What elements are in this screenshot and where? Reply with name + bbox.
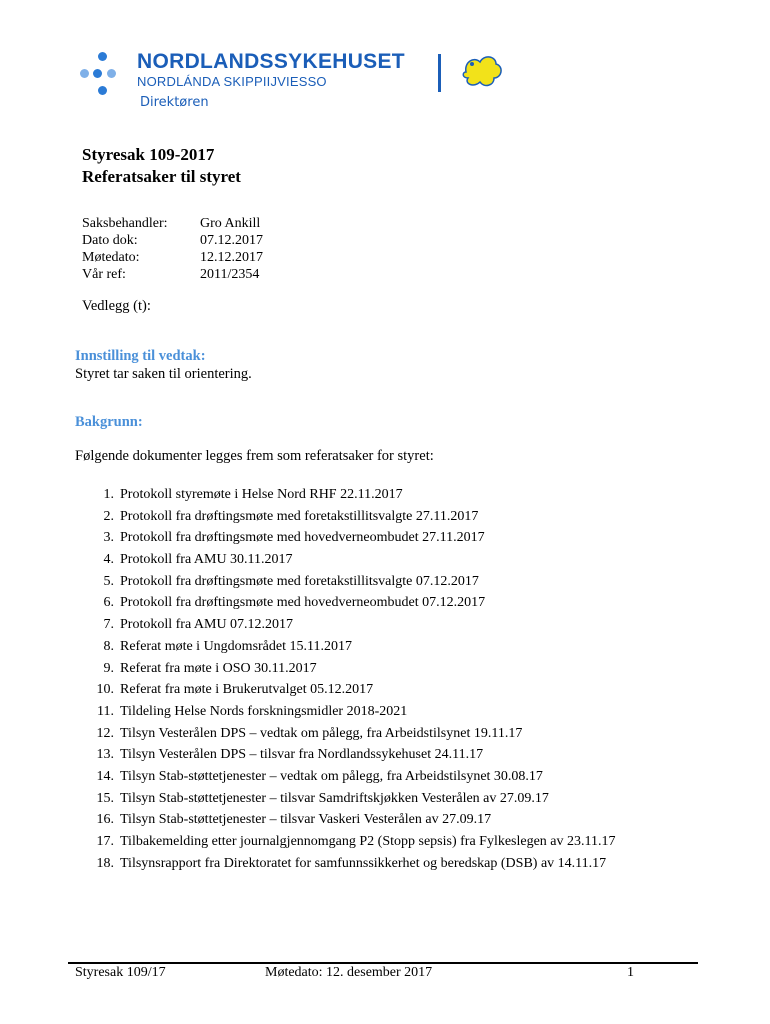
list-item: 15. Tilsyn Stab-støttetjenester – tilsvar Samdriftskjøkken Vesterålen av 27.09.17 — [96, 790, 549, 806]
innstilling-heading: Innstilling til vedtak: — [75, 348, 206, 364]
meta-value-dato-dok: 07.12.2017 — [200, 233, 263, 248]
bakgrunn-intro: Følgende dokumenter legges frem som referatsaker for styret: — [75, 448, 434, 464]
list-item: 5. Protokoll fra drøftingsmøte med foretakstillitsvalgte 07.12.2017 — [103, 573, 479, 589]
list-item: 17. Tilbakemelding etter journalgjennomgang P2 (Stopp sepsis) fra Fylkeslegen av 23.11.17 — [96, 834, 616, 849]
vedlegg-label: Vedlegg (t): — [82, 298, 151, 314]
meta-value-motedato: 12.12.2017 — [200, 250, 263, 265]
list-item: 13. Tilsyn Vesterålen DPS – tilsvar fra Nordlandssykehuset 24.11.17 — [96, 747, 484, 763]
logo-divider — [438, 54, 441, 92]
footer-page-number: 1 — [627, 965, 634, 980]
footer-divider — [68, 962, 698, 964]
logo-dots-icon — [80, 52, 126, 98]
case-subtitle: Referatsaker til styret — [82, 167, 241, 186]
list-item: 7. Protokoll fra AMU 07.12.2017 — [103, 617, 294, 633]
brand-name: NORDLANDSSYKEHUSET — [137, 50, 405, 73]
meta-label-dato-dok: Dato dok: — [82, 233, 138, 248]
sami-logo-icon — [460, 52, 504, 92]
meta-label-var-ref: Vår ref: — [82, 267, 126, 282]
list-item: 11. Tildeling Helse Nords forskningsmidler 2018-2021 — [97, 703, 408, 719]
list-item: 10. Referat fra møte i Brukerutvalget 05.12.2017 — [96, 682, 374, 698]
footer-case-ref: Styresak 109/17 — [75, 965, 166, 980]
list-item: 6. Protokoll fra drøftingsmøte med hovedverneombudet 07.12.2017 — [103, 595, 486, 611]
meta-value-saksbehandler: Gro Ankill — [200, 216, 261, 231]
list-item: 2. Protokoll fra drøftingsmøte med foretakstillitsvalgte 27.11.2017 — [103, 508, 479, 524]
list-item: 18. Tilsynsrapport fra Direktoratet for samfunnssikkerhet og beredskap (DSB) av 14.11.17 — [96, 855, 607, 871]
innstilling-text: Styret tar saken til orientering. — [75, 366, 252, 382]
meta-value-var-ref: 2011/2354 — [200, 267, 260, 282]
footer-meeting-date: Møtedato: 12. desember 2017 — [265, 965, 433, 980]
list-item: 3. Protokoll fra drøftingsmøte med hovedverneombudet 27.11.2017 — [103, 530, 485, 546]
brand-subtitle: NORDLÁNDA SKIPPIIJVIESSO — [137, 74, 327, 89]
list-item: 14. Tilsyn Stab-støttetjenester – vedtak om pålegg, fra Arbeidstilsynet 30.08.17 — [96, 768, 543, 784]
list-item: 12. Tilsyn Vesterålen DPS – vedtak om pålegg, fra Arbeidstilsynet 19.11.17 — [96, 725, 523, 741]
list-item: 16. Tilsyn Stab-støttetjenester – tilsvar Vaskeri Vesterålen av 27.09.17 — [96, 812, 492, 828]
list-item: 1. Protokoll styremøte i Helse Nord RHF 22.11.2017 — [103, 487, 403, 502]
meta-label-motedato: Møtedato: — [82, 250, 140, 265]
list-item: 4. Protokoll fra AMU 30.11.2017 — [103, 552, 293, 568]
referat-list — [75, 484, 616, 874]
list-item: 8. Referat møte i Ungdomsrådet 15.11.2017 — [103, 638, 352, 654]
case-title: Styresak 109-2017 — [82, 145, 215, 164]
department-label: Direktøren — [140, 95, 209, 110]
bakgrunn-heading: Bakgrunn: — [75, 414, 143, 430]
list-item: 9. Referat fra møte i OSO 30.11.2017 — [103, 660, 317, 676]
meta-label-saksbehandler: Saksbehandler: — [82, 216, 168, 231]
